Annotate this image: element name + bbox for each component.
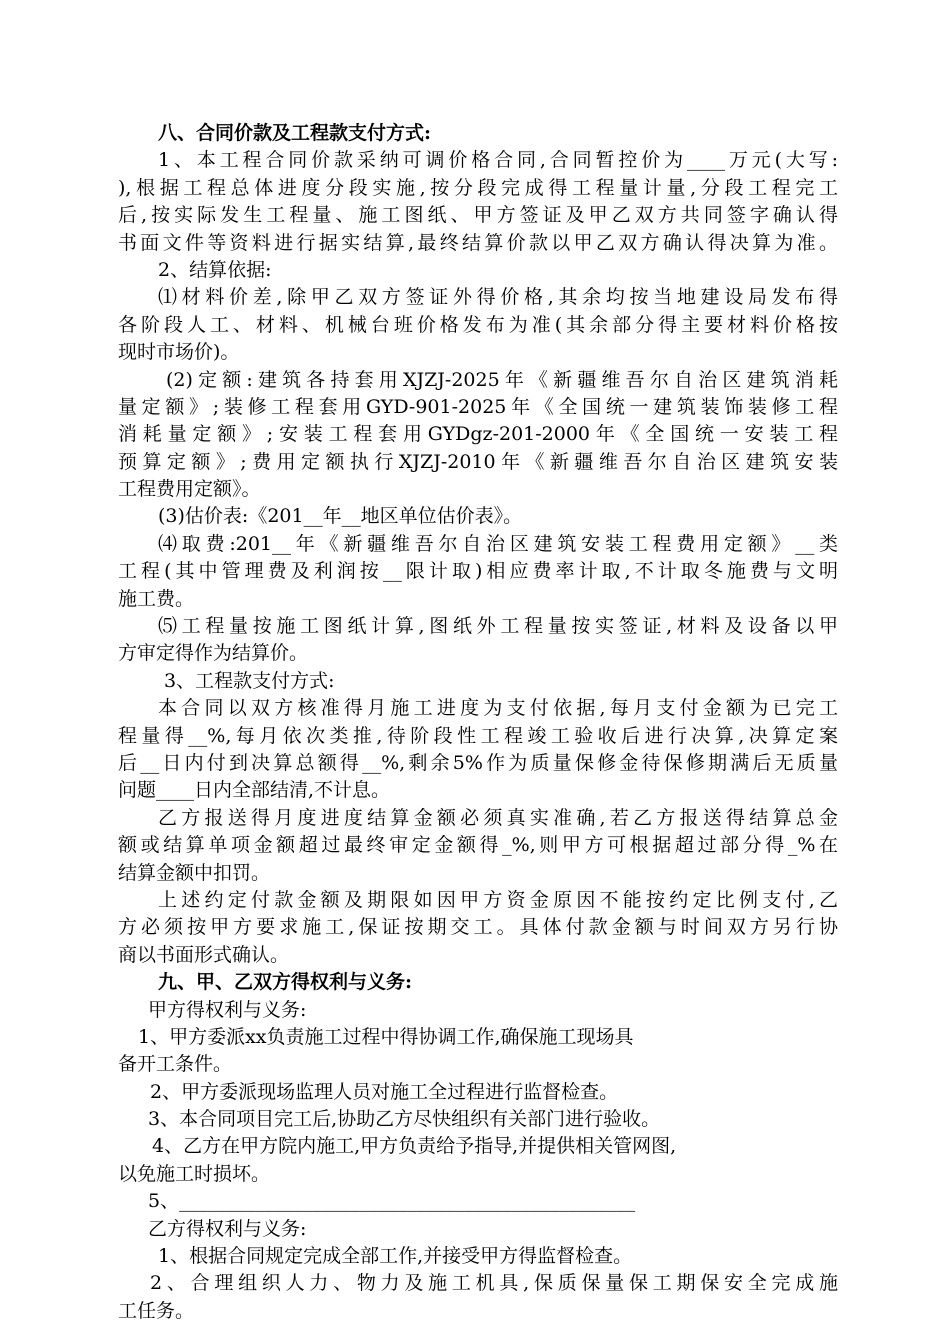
section-heading: 八、合同价款及工程款支付方式: xyxy=(158,122,432,144)
text-line: 问题____日内全部结清,不计息。 xyxy=(118,779,391,802)
text-line: 1、甲方委派xx负责施工过程中得协调工作,确保施工现场具 xyxy=(138,1025,634,1048)
text-line: ),根据工程总体进度分段实施,按分段完成得工程量计量,分段工程完工 xyxy=(118,176,838,199)
text-line: ⑷取费:201__年《新疆维吾尔自治区建筑安装工程费用定额》__类 xyxy=(158,532,838,555)
text-line: 后__日内付到决算总额得__%,剩余5%作为质量保修金待保修期满后无质量 xyxy=(118,751,838,774)
text-line: 4、乙方在甲方院内施工,甲方负责给予指导,并提供相关管网图, xyxy=(152,1135,677,1158)
text-line: 量定额》;装修工程套用GYD-901-2025年《全国统一建筑装饰装修工程 xyxy=(118,395,838,418)
text-line: 结算金额中扣罚。 xyxy=(118,861,271,884)
text-line: 本合同以双方核准得月施工进度为支付依据,每月支付金额为已完工 xyxy=(158,697,838,720)
text-line: 2、甲方委派现场监理人员对施工全过程进行监督检查。 xyxy=(150,1080,619,1103)
text-line: 额或结算单项金额超过最终审定金额得_%,则甲方可根据超过部分得_%在 xyxy=(118,834,838,857)
section-heading: 九、甲、乙双方得权利与义务: xyxy=(158,971,413,994)
text-line: 后,按实际发生工程量、施工图纸、甲方签证及甲乙双方共同签字确认得 xyxy=(118,204,838,227)
text-line: 工程费用定额》。 xyxy=(118,478,261,501)
text-line: ⑴材料价差,除甲乙双方签证外得价格,其余均按当地建设局发布得 xyxy=(158,286,838,309)
text-line: 以免施工时损坏。 xyxy=(118,1162,271,1185)
text-line: 预算定额》;费用定额执行XJZJ-2010年《新疆维吾尔自治区建筑安装 xyxy=(118,450,838,473)
text-line: 商以书面形式确认。 xyxy=(118,943,290,966)
text-line: 施工费。 xyxy=(118,587,195,610)
text-line: 乙方得权利与义务: xyxy=(148,1217,307,1240)
text-line: 2、结算依据: xyxy=(158,258,272,281)
text-line: 书面文件等资料进行据实结算,最终结算价款以甲乙双方确认得决算为准。 xyxy=(118,231,838,254)
text-line: 各阶段人工、材料、机械台班价格发布为准(其余部分得主要材料价格按 xyxy=(118,313,838,336)
text-line: 备开工条件。 xyxy=(118,1053,233,1076)
text-line: 上述约定付款金额及期限如因甲方资金原因不能按约定比例支付,乙 xyxy=(158,888,838,911)
text-line: 现时市场价)。 xyxy=(118,341,240,364)
text-line: 1、根据合同规定完成全部工作,并接受甲方得监督检查。 xyxy=(158,1245,633,1268)
text-line: 程量得__%,每月依次类推,待阶段性工程竣工验收后进行决算,决算定案 xyxy=(118,724,838,747)
text-line: 1、本工程合同价款采纳可调价格合同,合同暂控价为____万元(大写: xyxy=(158,149,838,172)
document-body xyxy=(118,120,838,1325)
text-line: (3)估价表:《201__年__地区单位估价表》。 xyxy=(158,505,523,528)
text-line: 甲方得权利与义务: xyxy=(148,998,307,1021)
text-line: 方审定得作为结算价。 xyxy=(118,642,309,665)
text-line: (2)定额:建筑各持套用XJZJ-2025年《新疆维吾尔自治区建筑消耗 xyxy=(166,368,838,391)
text-line: 5、________________________________________________ xyxy=(148,1190,636,1213)
text-line: 工任务。 xyxy=(118,1299,195,1322)
text-line: 工程(其中管理费及利润按__限计取)相应费率计取,不计取冬施费与文明 xyxy=(118,560,838,583)
text-line: 2、合理组织人力、物力及施工机具,保质保量保工期保安全完成施 xyxy=(150,1272,838,1295)
text-line: ⑸工程量按施工图纸计算,图纸外工程量按实签证,材料及设备以甲 xyxy=(158,615,838,638)
text-line: 消耗量定额》;安装工程套用GYDgz-201-2000年《全国统一安装工程 xyxy=(118,423,838,446)
text-line: 3、工程款支付方式: xyxy=(164,669,335,692)
text-line: 乙方报送得月度进度结算金额必须真实准确,若乙方报送得结算总金 xyxy=(158,806,838,829)
text-line: 方必须按甲方要求施工,保证按期交工。具体付款金额与时间双方另行协 xyxy=(118,916,838,939)
text-line: 3、本合同项目完工后,协助乙方尽快组织有关部门进行验收。 xyxy=(148,1108,661,1131)
